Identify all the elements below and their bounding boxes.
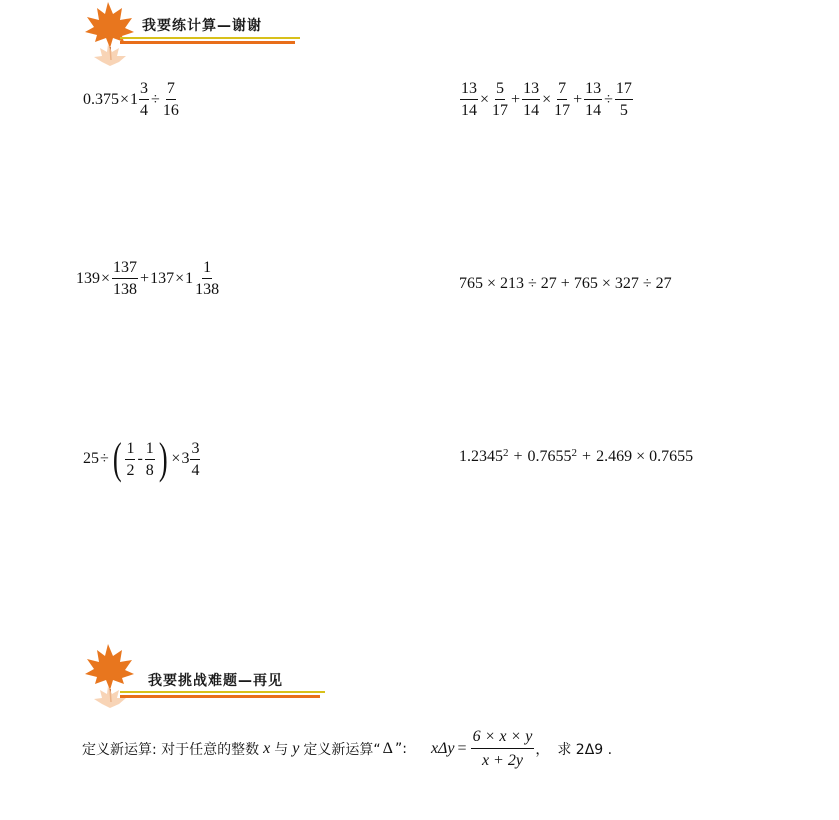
title-underline-orange bbox=[120, 695, 320, 698]
section-title-practice: 我要练计算—谢谢 bbox=[142, 18, 262, 34]
fraction: $\frac{17}{5}$ bbox=[615, 80, 632, 119]
fraction: $\frac{7}{17}$ bbox=[554, 80, 571, 119]
fraction: $\frac{1}{2}$ bbox=[126, 439, 135, 479]
fraction: $\frac{13}{14}$ bbox=[523, 80, 540, 119]
problem-1: 0.375 × 1 $\frac{3}{4}$ ÷ $\frac{7}{16}$ bbox=[83, 80, 179, 119]
title-underline-orange bbox=[120, 41, 295, 44]
fraction: $\frac{13}{14}$ bbox=[585, 80, 602, 119]
fraction: $\frac{7}{16}$ bbox=[162, 80, 179, 119]
fraction: $\frac{137}{138}$ bbox=[113, 259, 138, 298]
fraction: $\frac{6 \times x \times y}{x + 2y}$ bbox=[472, 728, 533, 769]
title-underline-yellow bbox=[120, 691, 325, 693]
maple-leaf-icon bbox=[80, 0, 140, 70]
fraction: $\frac{13}{14}$ bbox=[461, 80, 477, 119]
problem-3: 139 × $\frac{137}{138}$ + 137 × 1 $\frac{1}{138}$ bbox=[76, 259, 220, 298]
title-underline-yellow bbox=[120, 37, 300, 39]
maple-leaf-icon bbox=[80, 642, 140, 712]
challenge-banner bbox=[80, 642, 340, 722]
fraction: $\frac{3}{4}$ bbox=[191, 439, 200, 479]
fraction: $\frac{1}{138}$ bbox=[195, 259, 220, 298]
challenge-problem: 定义新运算: 对于任意的整数 x 与 y 定义新运算“ Δ ”: xΔy = $\frac{6 \times x \times y}{x + 2y}$ ， 求 2Δ9 . bbox=[82, 728, 613, 769]
fraction: $\frac{3}{4}$ bbox=[140, 80, 149, 119]
fraction: $\frac{1}{8}$ bbox=[145, 439, 154, 479]
section-title-challenge: 我要挑战难题—再见 bbox=[148, 673, 283, 689]
problem-5: 25 ÷ ( $\frac{1}{2}$ - $\frac{1}{8}$ ) × 3 $\frac{3}{4}$ bbox=[83, 434, 200, 483]
problem-6: 1.2345 $^2$ + 0.7655 $^2$ + 2.469 × 0.7655 bbox=[459, 447, 694, 465]
problem-4: 765 × 213 ÷ 27 + 765 × 327 ÷ 27 bbox=[459, 275, 672, 292]
problem-2: $\frac{13}{14}$ × $\frac{5}{17}$ + $\frac{13}{14}$ × $\frac{7}{17}$ + $\frac{13}{14}$ ÷ $\frac{17}{5}$ bbox=[461, 80, 632, 119]
fraction: $\frac{5}{17}$ bbox=[492, 80, 509, 119]
practice-banner bbox=[80, 0, 340, 80]
